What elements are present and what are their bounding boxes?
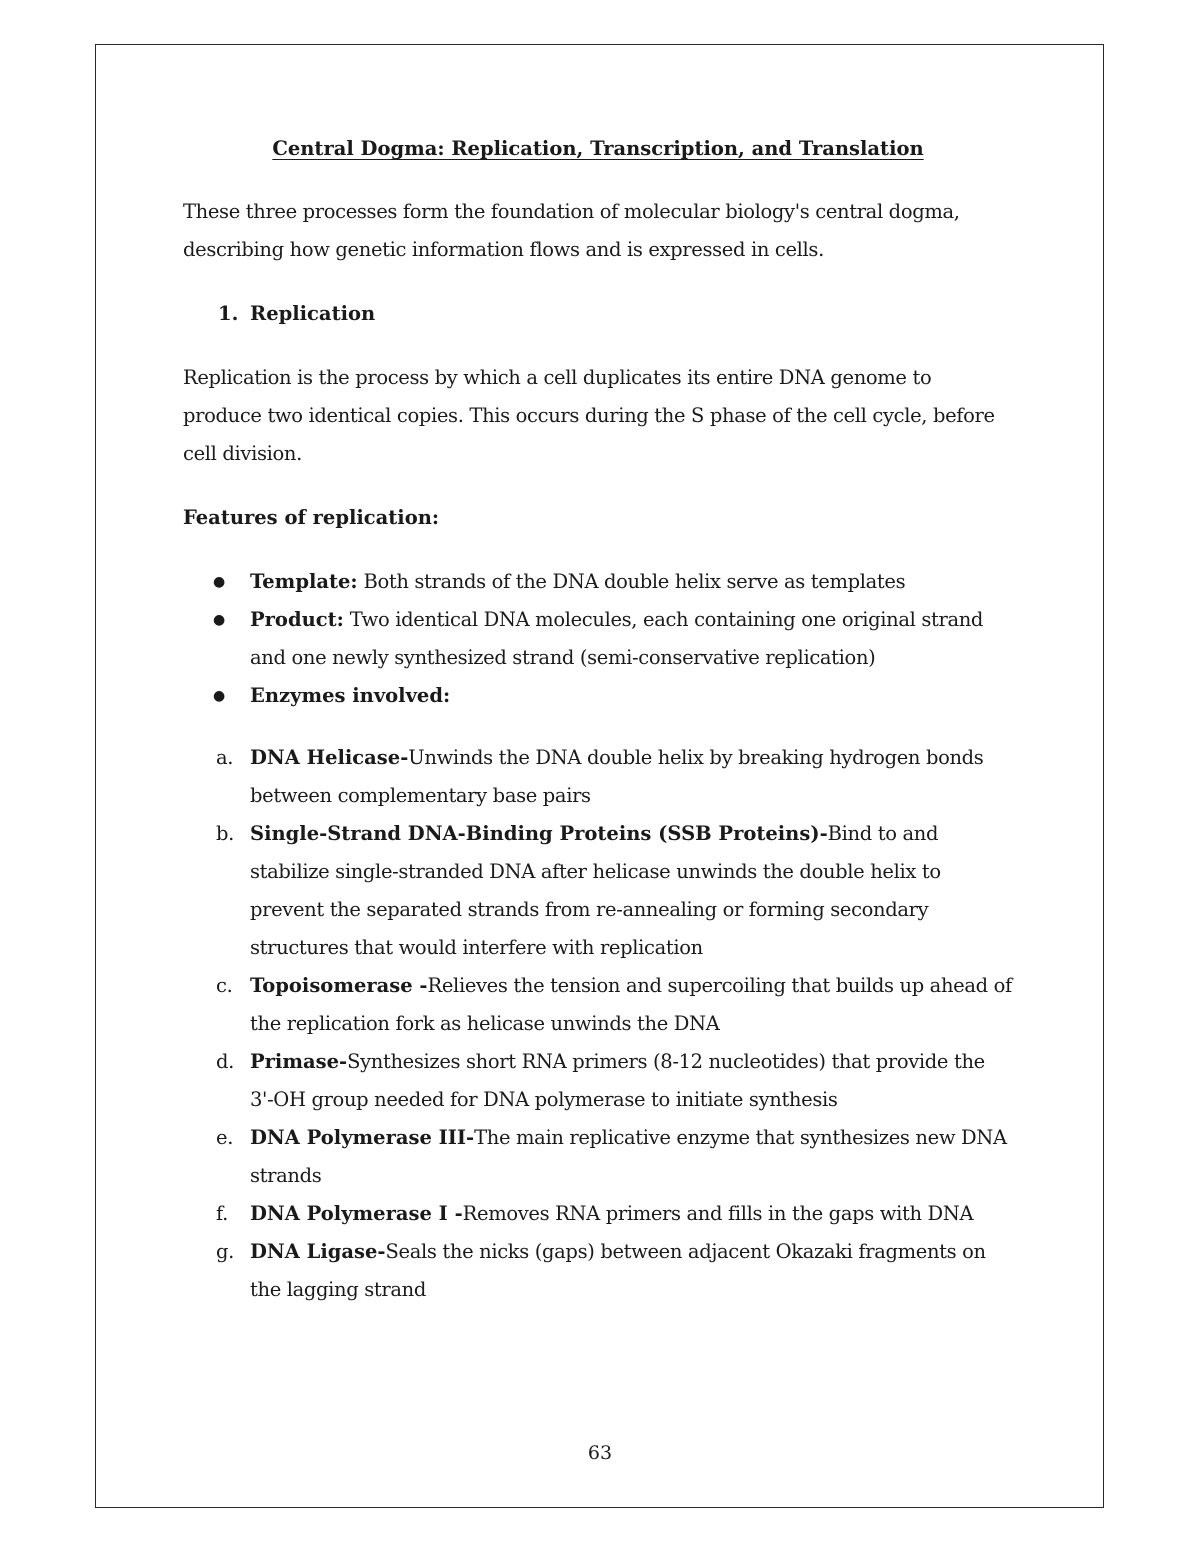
document-title: Central Dogma: Replication, Transcription, and Translation [272, 137, 924, 160]
document-body [183, 130, 1013, 1309]
list-item [183, 815, 1013, 967]
enzyme-text [250, 1043, 1013, 1119]
enzyme-description: The main replicative enzyme that synthesizes new DNA strands [250, 1126, 1007, 1187]
enzyme-text [250, 1195, 1013, 1233]
enzyme-term: DNA Polymerase III- [250, 1126, 475, 1149]
enzyme-description: Relieves the tension and supercoiling that builds up ahead of the replication fork as helicase unwinds the DNA [250, 974, 1012, 1035]
section-number: 1. [218, 302, 239, 325]
list-item [183, 1119, 1013, 1195]
list-item [183, 601, 1013, 677]
list-marker: e. [216, 1126, 234, 1149]
enzyme-text [250, 1119, 1013, 1195]
features-heading: Features of replication: [183, 506, 440, 529]
page-number: 63 [587, 1442, 613, 1464]
list-item [183, 739, 1013, 815]
enzyme-term: Single-Strand DNA-Binding Proteins (SSB Proteins)- [250, 822, 828, 845]
feature-term: Enzymes involved: [250, 684, 451, 707]
enzyme-text [250, 815, 1013, 967]
section-title: Replication [250, 302, 376, 325]
list-marker: b. [216, 822, 234, 845]
enzyme-term: DNA Polymerase I - [250, 1202, 463, 1225]
feature-text [250, 601, 1013, 677]
list-marker: g. [216, 1240, 234, 1263]
feature-text [250, 677, 1013, 715]
bullet-icon: ● [213, 574, 225, 590]
feature-term: Template: [250, 570, 358, 593]
bullet-icon: ● [213, 688, 225, 704]
enzyme-description: Seals the nicks (gaps) between adjacent Okazaki fragments on the lagging strand [250, 1240, 986, 1301]
enzyme-description: Synthesizes short RNA primers (8-12 nucleotides) that provide the 3'-OH group needed for DNA polymerase to initiate synthesis [250, 1050, 985, 1111]
list-marker: d. [216, 1050, 234, 1073]
enzyme-text [250, 739, 1013, 815]
section-heading [218, 295, 1013, 333]
enzymes-list [183, 739, 1013, 1309]
intro-paragraph: These three processes form the foundation of molecular biology's central dogma, describing how genetic information flows and is expressed in cells. [183, 200, 960, 261]
enzyme-text [250, 967, 1013, 1043]
feature-description: Both strands of the DNA double helix serve as templates [357, 570, 906, 593]
feature-text [250, 563, 1013, 601]
list-marker: f. [216, 1202, 229, 1225]
list-item [183, 1195, 1013, 1233]
list-item [183, 967, 1013, 1043]
features-list [183, 563, 1013, 715]
replication-paragraph: Replication is the process by which a cell duplicates its entire DNA genome to produce two identical copies. This occurs during the S phase of the cell cycle, before cell division. [183, 366, 995, 465]
enzyme-description: Bind to and stabilize single-stranded DNA after helicase unwinds the double helix to prevent the separated strands from re-annealing or forming secondary structures that would interfere with replication [250, 822, 941, 959]
enzyme-description: Unwinds the DNA double helix by breaking hydrogen bonds between complementary base pairs [250, 746, 984, 807]
enzyme-description: Removes RNA primers and fills in the gaps with DNA [462, 1202, 974, 1225]
feature-description: Two identical DNA molecules, each containing one original strand and one newly synthesized strand (semi-conservative replication) [250, 608, 984, 669]
list-item [183, 1043, 1013, 1119]
enzyme-term: Primase- [250, 1050, 348, 1073]
bullet-icon: ● [213, 612, 225, 628]
list-marker: a. [216, 746, 234, 769]
list-item [183, 563, 1013, 601]
enzyme-term: DNA Helicase- [250, 746, 409, 769]
feature-term: Product: [250, 608, 344, 631]
list-marker: c. [216, 974, 233, 997]
enzyme-term: Topoisomerase - [250, 974, 428, 997]
list-item [183, 1233, 1013, 1309]
enzyme-term: DNA Ligase- [250, 1240, 386, 1263]
enzyme-text [250, 1233, 1013, 1309]
list-item [183, 677, 1013, 715]
